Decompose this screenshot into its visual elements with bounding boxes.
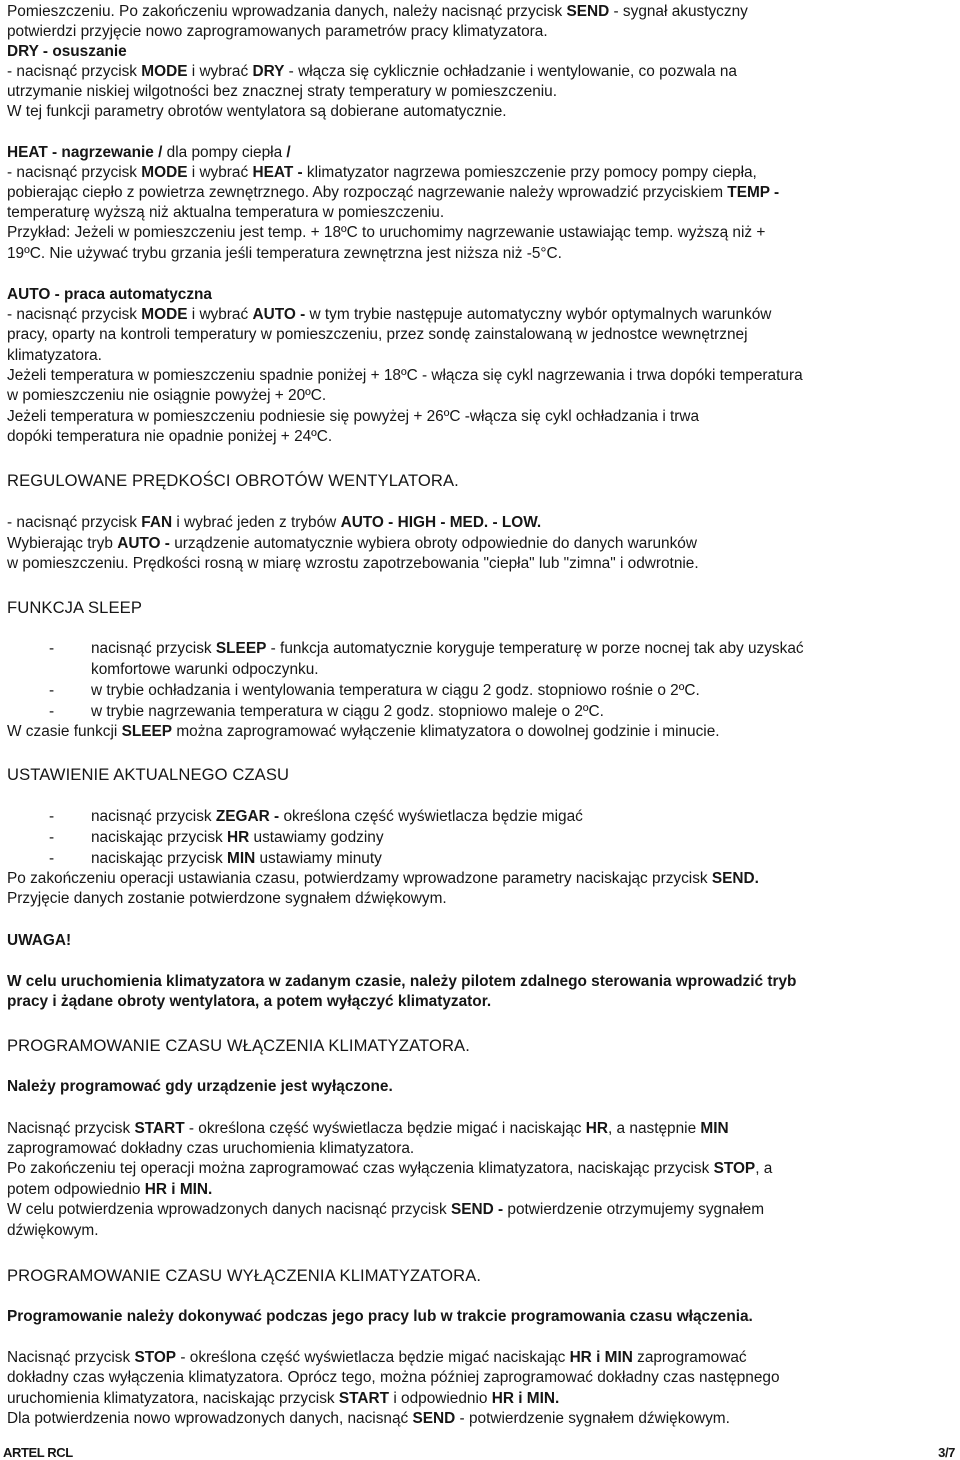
text-line: Wybierając tryb AUTO - urządzenie automatycznie wybiera obroty odpowiednie do danych warunków [7, 535, 697, 552]
text-line: Nacisnąć przycisk STOP - określona część wyświetlacza będzie migać naciskając HR i MIN zaprogramować [7, 1349, 747, 1366]
list-item: - nacisnąć przycisk SLEEP - funkcja automatycznie koryguje temperaturę w porze nocnej tak aby uzyskać [49, 640, 804, 657]
text-line: utrzymanie niskiej wilgotności bez znacznej straty temperatury w pomieszczeniu. [7, 83, 558, 100]
text-line: pobierając ciepło z powietrza zewnętrznego. Aby rozpocząć nagrzewanie należy wprowadzić przyciskiem TEMP - [7, 184, 780, 201]
section-heading-clock: USTAWIENIE AKTUALNEGO CZASU [7, 765, 290, 784]
section-heading-fan: REGULOWANE PRĘDKOŚCI OBROTÓW WENTYLATORA. [7, 471, 459, 490]
list-item: - w trybie nagrzewania temperatura w ciągu 2 godz. stopniowo maleje o 2ºC. [49, 703, 604, 720]
section-title-dry: DRY - osuszanie [7, 43, 127, 60]
list-item: - w trybie ochładzania i wentylowania temperatura w ciągu 2 godz. stopniowo rośnie o 2ºC. [49, 682, 700, 699]
text-line: pracy, oparty na kontroli temperatury w pomieszczeniu, przez sondę zainstalowaną w jednostce wewnętrznej [7, 326, 748, 343]
section-heading-sleep: FUNKCJA SLEEP [7, 598, 143, 617]
list-item-continuation: komfortowe warunki odpoczynku. [91, 661, 319, 678]
page-number: 3/7 [938, 1445, 955, 1460]
list-item: - naciskając przycisk HR ustawiamy godziny [49, 829, 384, 846]
text-line: W celu potwierdzenia wprowadzonych danych nacisnąć przycisk SEND - potwierdzenie otrzymujemy sygnałem [7, 1201, 765, 1218]
text-line: - nacisnąć przycisk MODE i wybrać HEAT - klimatyzator nagrzewa pomieszczenie przy pomocy pompy ciepła, [7, 164, 757, 181]
section-title-heat: HEAT - nagrzewanie / dla pompy ciepła / [7, 144, 291, 161]
list-item: - naciskając przycisk MIN ustawiamy minuty [49, 850, 382, 867]
text-line: klimatyzatora. [7, 347, 102, 364]
text-line: Pomieszczeniu. Po zakończeniu wprowadzania danych, należy nacisnąć przycisk SEND - sygnał akustyczny [7, 3, 748, 20]
footer-brand: ARTEL RCL [3, 1445, 73, 1460]
text-line: Jeżeli temperatura w pomieszczeniu podniesie się powyżej + 26ºC -włącza się cykl ochładzania i trwa [7, 408, 700, 425]
section-heading-off-timer: PROGRAMOWANIE CZASU WYŁĄCZENIA KLIMATYZATORA. [7, 1266, 482, 1285]
text-line: dopóki temperatura nie opadnie poniżej + 24ºC. [7, 428, 333, 445]
text-line: - nacisnąć przycisk FAN i wybrać jeden z trybów AUTO - HIGH - MED. - LOW. [7, 514, 542, 531]
text-line: potwierdzi przyjęcie nowo zaprogramowanych parametrów pracy klimatyzatora. [7, 23, 548, 40]
text-line: Przykład: Jeżeli w pomieszczeniu jest temp. + 18ºC to uruchomimy nagrzewanie ustawiając temp. wyższą niż + [7, 224, 766, 241]
warning-text: pracy i żądane obroty wentylatora, a potem wyłączyć klimatyzator. [7, 993, 492, 1010]
text-line: w pomieszczeniu. Prędkości rosną w miarę wzrostu zapotrzebowania "ciepła" lub "zimna" i odwrotnie. [7, 555, 699, 572]
section-title-auto: AUTO - praca automatyczna [7, 286, 212, 303]
section-heading-on-timer: PROGRAMOWANIE CZASU WŁĄCZENIA KLIMATYZATORA. [7, 1036, 470, 1055]
warning-title: UWAGA! [7, 932, 72, 949]
text-line: W czasie funkcji SLEEP można zaprogramować wyłączenie klimatyzatora o dowolnej godzinie i minucie. [7, 723, 720, 740]
text-line: Nacisnąć przycisk START - określona część wyświetlacza będzie migać i naciskając HR, a następnie MIN [7, 1120, 729, 1137]
text-line: W tej funkcji parametry obrotów wentylatora są dobierane automatycznie. [7, 103, 507, 120]
list-item: - nacisnąć przycisk ZEGAR - określona część wyświetlacza będzie migać [49, 808, 583, 825]
text-line: potem odpowiednio HR i MIN. [7, 1181, 213, 1198]
text-line: temperaturę wyższą niż aktualna temperatura w pomieszczeniu. [7, 204, 445, 221]
text-line: zaprogramować dokładny czas uruchomienia klimatyzatora. [7, 1140, 415, 1157]
text-line: w pomieszczeniu nie osiągnie powyżej + 20ºC. [7, 387, 327, 404]
text-line: Przyjęcie danych zostanie potwierdzone sygnałem dźwiękowym. [7, 890, 447, 907]
section-subtitle: Programowanie należy dokonywać podczas jego pracy lub w trakcie programowania czasu włączenia. [7, 1308, 753, 1325]
warning-text: W celu uruchomienia klimatyzatora w zadanym czasie, należy pilotem zdalnego sterowania wprowadzić tryb [7, 973, 797, 990]
text-line: uruchomienia klimatyzatora, naciskając przycisk START i odpowiednio HR i MIN. [7, 1390, 560, 1407]
section-subtitle: Należy programować gdy urządzenie jest wyłączone. [7, 1078, 393, 1095]
text-line: Po zakończeniu tej operacji można zaprogramować czas wyłączenia klimatyzatora, naciskając przycisk STOP, a [7, 1160, 773, 1177]
text-line: Dla potwierdzenia nowo wprowadzonych danych, nacisnąć SEND - potwierdzenie sygnałem dźwiękowym. [7, 1410, 730, 1427]
text-line: Po zakończeniu operacji ustawiania czasu, potwierdzamy wprowadzone parametry naciskając przycisk SEND. [7, 870, 759, 887]
text-line: Jeżeli temperatura w pomieszczeniu spadnie poniżej + 18ºC - włącza się cykl nagrzewania i trwa dopóki temperatura [7, 367, 803, 384]
text-line: 19ºC. Nie używać trybu grzania jeśli temperatura zewnętrzna jest niższa niż -5°C. [7, 245, 562, 262]
text-line: - nacisnąć przycisk MODE i wybrać DRY - włącza się cyklicznie ochładzanie i wentylowanie, co pozwala na [7, 63, 737, 80]
text-line: dźwiękowym. [7, 1222, 99, 1239]
text-line: dokładny czas wyłączenia klimatyzatora. Oprócz tego, można później zaprogramować dokładny czas następnego [7, 1369, 780, 1386]
text-line: - nacisnąć przycisk MODE i wybrać AUTO - w tym trybie następuje automatyczny wybór optymalnych warunków [7, 306, 772, 323]
